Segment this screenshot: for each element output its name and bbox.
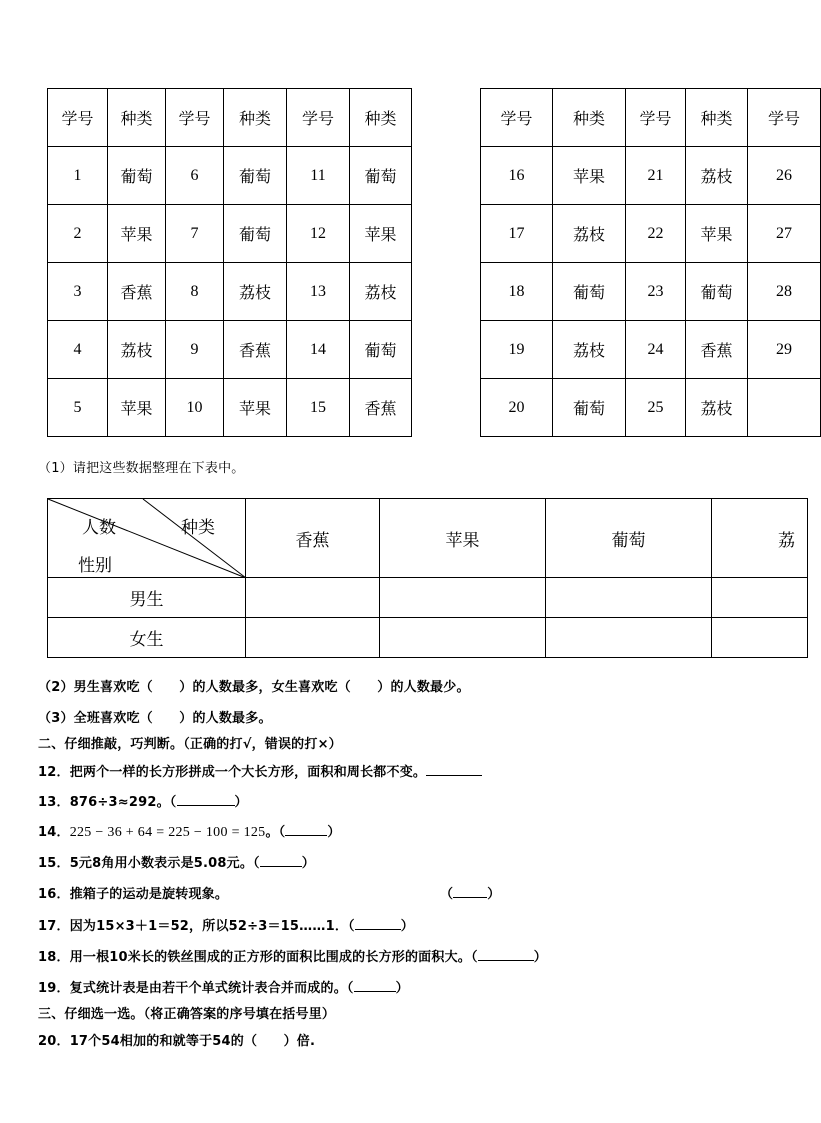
- question-14-formula: 225 − 36 + 64 = 225 − 100 = 125: [69, 825, 266, 840]
- table-cell: 10: [166, 379, 224, 437]
- table-cell: 23: [626, 263, 686, 321]
- header-cell: 学号: [287, 89, 350, 147]
- table-row: [48, 205, 412, 263]
- answer-blank[interactable]: [285, 835, 327, 836]
- question-15: [38, 852, 315, 871]
- table-cell: 香蕉: [350, 379, 412, 437]
- question-13: [38, 791, 248, 810]
- table-cell: 荔枝: [553, 205, 626, 263]
- student-fruit-table-left: [47, 88, 412, 437]
- table-cell: 苹果: [553, 147, 626, 205]
- answer-blank[interactable]: [354, 991, 396, 992]
- header-cell: 学号: [481, 89, 553, 147]
- close-paren: ）: [327, 825, 341, 840]
- table-cell: 香蕉: [108, 263, 166, 321]
- table-header-row: [481, 89, 821, 147]
- header-cell: 学号: [166, 89, 224, 147]
- question-2: （2）男生喜欢吃（ ）的人数最多，女生喜欢吃（ ）的人数最少。: [38, 680, 470, 695]
- row-header: 女生: [48, 618, 246, 658]
- table-cell: 苹果: [224, 379, 287, 437]
- table-header-row: [48, 499, 808, 578]
- question-20: 20．17个54相加的和就等于54的（ ）倍.: [38, 1034, 316, 1049]
- close-paren: ）: [533, 950, 547, 965]
- table-cell: 葡萄: [553, 379, 626, 437]
- question-18: [38, 946, 547, 965]
- table-row: [481, 321, 821, 379]
- table-cell: 苹果: [108, 379, 166, 437]
- section-3-heading: 三、仔细选一选。（将正确答案的序号填在括号里）: [38, 1007, 336, 1022]
- table-cell: 26: [748, 147, 821, 205]
- table-cell: 29: [748, 321, 821, 379]
- table-cell: 5: [48, 379, 108, 437]
- header-cell: 种类: [224, 89, 287, 147]
- section-2-heading: 二、仔细推敲，巧判断。（正确的打√，错误的打×）: [38, 737, 342, 752]
- close-paren: ）: [234, 795, 248, 810]
- table-cell: 葡萄: [108, 147, 166, 205]
- summary-table: [47, 498, 808, 658]
- corner-label-category: 种类: [181, 518, 215, 538]
- answer-blank[interactable]: [355, 929, 401, 930]
- corner-label-gender: 性别: [78, 556, 112, 576]
- table-row: [48, 321, 412, 379]
- table-cell: 葡萄: [224, 205, 287, 263]
- answer-blank[interactable]: [478, 960, 534, 961]
- close-paren: ）: [301, 856, 315, 871]
- table-cell: 19: [481, 321, 553, 379]
- table-cell: 荔枝: [553, 321, 626, 379]
- table-cell: 香蕉: [224, 321, 287, 379]
- table-cell: 荔枝: [686, 147, 748, 205]
- question-12-text: 12．把两个一样的长方形拼成一个大长方形，面积和周长都不变。: [38, 765, 427, 780]
- question-18-text: 18．用一根10米长的铁丝围成的正方形的面积比围成的长方形的面积大。（: [38, 950, 478, 965]
- question-14: [38, 821, 341, 841]
- table-cell: 12: [287, 205, 350, 263]
- student-fruit-table-right: [480, 88, 821, 437]
- table-cell: 14: [287, 321, 350, 379]
- table-cell: 22: [626, 205, 686, 263]
- question-15-text: 15．5元8角用小数表示是5.08元。（: [38, 856, 260, 871]
- table-cell: 16: [481, 147, 553, 205]
- table-cell: 葡萄: [350, 321, 412, 379]
- header-cell: 种类: [686, 89, 748, 147]
- question-3: （3）全班喜欢吃（ ）的人数最多。: [38, 711, 272, 726]
- answer-cell[interactable]: [246, 618, 380, 658]
- header-cell: 学号: [626, 89, 686, 147]
- close-paren: ）: [400, 919, 414, 934]
- table-cell: 27: [748, 205, 821, 263]
- question-19-text: 19．复式统计表是由若干个单式统计表合并而成的。（: [38, 981, 354, 996]
- table-cell: 28: [748, 263, 821, 321]
- answer-cell[interactable]: [546, 618, 712, 658]
- header-cell: 种类: [350, 89, 412, 147]
- answer-cell[interactable]: [712, 578, 808, 618]
- table-cell: 葡萄: [686, 263, 748, 321]
- table-cell: 葡萄: [553, 263, 626, 321]
- table-cell: 苹果: [350, 205, 412, 263]
- table-cell: 25: [626, 379, 686, 437]
- table-cell: 葡萄: [224, 147, 287, 205]
- table-cell: 7: [166, 205, 224, 263]
- close-paren: ）: [395, 981, 409, 996]
- table-cell: [748, 379, 821, 437]
- question-17-text: 17．因为15×3＋1＝52，所以52÷3＝15……1．（: [38, 919, 355, 934]
- question-14-number: 14．: [38, 825, 70, 840]
- answer-cell[interactable]: [380, 618, 546, 658]
- answer-cell[interactable]: [380, 578, 546, 618]
- table-cell: 香蕉: [686, 321, 748, 379]
- answer-blank[interactable]: [453, 897, 487, 898]
- table-cell: 1: [48, 147, 108, 205]
- answer-blank[interactable]: [426, 775, 482, 776]
- table-cell: 葡萄: [350, 147, 412, 205]
- question-16: [38, 883, 501, 902]
- instruction-1: （1）请把这些数据整理在下表中。: [38, 461, 245, 476]
- answer-cell[interactable]: [246, 578, 380, 618]
- open-paren: （: [440, 887, 454, 902]
- row-header: 男生: [48, 578, 246, 618]
- question-12: [38, 761, 482, 780]
- question-14-suffix: 。（: [265, 825, 286, 840]
- table-row: [481, 379, 821, 437]
- table-cell: 18: [481, 263, 553, 321]
- header-cell: 学号: [748, 89, 821, 147]
- header-cell: 种类: [553, 89, 626, 147]
- table-row: [481, 205, 821, 263]
- table-row: [48, 618, 808, 658]
- table-cell: 8: [166, 263, 224, 321]
- table-row: [48, 263, 412, 321]
- table-cell: 荔枝: [350, 263, 412, 321]
- column-header: 荔: [712, 499, 808, 578]
- table-row: [48, 578, 808, 618]
- table-cell: 苹果: [686, 205, 748, 263]
- table-cell: 24: [626, 321, 686, 379]
- column-header: 苹果: [380, 499, 546, 578]
- table-header-row: [48, 89, 412, 147]
- column-header: 香蕉: [246, 499, 380, 578]
- table-row: [48, 147, 412, 205]
- close-paren: ）: [487, 887, 501, 902]
- question-13-text: 13．876÷3≈292。: [38, 795, 170, 810]
- table-cell: 荔枝: [686, 379, 748, 437]
- answer-blank[interactable]: [260, 866, 302, 867]
- table-cell: 荔枝: [108, 321, 166, 379]
- table-cell: 11: [287, 147, 350, 205]
- table-cell: 荔枝: [224, 263, 287, 321]
- table-cell: 9: [166, 321, 224, 379]
- table-cell: 2: [48, 205, 108, 263]
- column-header: 葡萄: [546, 499, 712, 578]
- table-cell: 17: [481, 205, 553, 263]
- table-cell: 13: [287, 263, 350, 321]
- table-cell: 20: [481, 379, 553, 437]
- answer-cell[interactable]: [712, 618, 808, 658]
- question-17: [38, 915, 414, 934]
- diagonal-header-cell: [48, 499, 246, 578]
- table-row: [481, 263, 821, 321]
- answer-blank[interactable]: [177, 805, 235, 806]
- table-cell: 21: [626, 147, 686, 205]
- corner-label-count: 人数: [82, 518, 116, 538]
- header-cell: 种类: [108, 89, 166, 147]
- table-row: [48, 379, 412, 437]
- question-16-answer: [440, 883, 500, 902]
- question-16-text: 16．推箱子的运动是旋转现象。: [38, 887, 229, 902]
- header-cell: 学号: [48, 89, 108, 147]
- table-cell: 3: [48, 263, 108, 321]
- table-cell: 15: [287, 379, 350, 437]
- table-cell: 4: [48, 321, 108, 379]
- answer-cell[interactable]: [546, 578, 712, 618]
- open-paren: （: [169, 795, 177, 810]
- table-row: [481, 147, 821, 205]
- table-cell: 苹果: [108, 205, 166, 263]
- table-cell: 6: [166, 147, 224, 205]
- question-19: [38, 977, 409, 996]
